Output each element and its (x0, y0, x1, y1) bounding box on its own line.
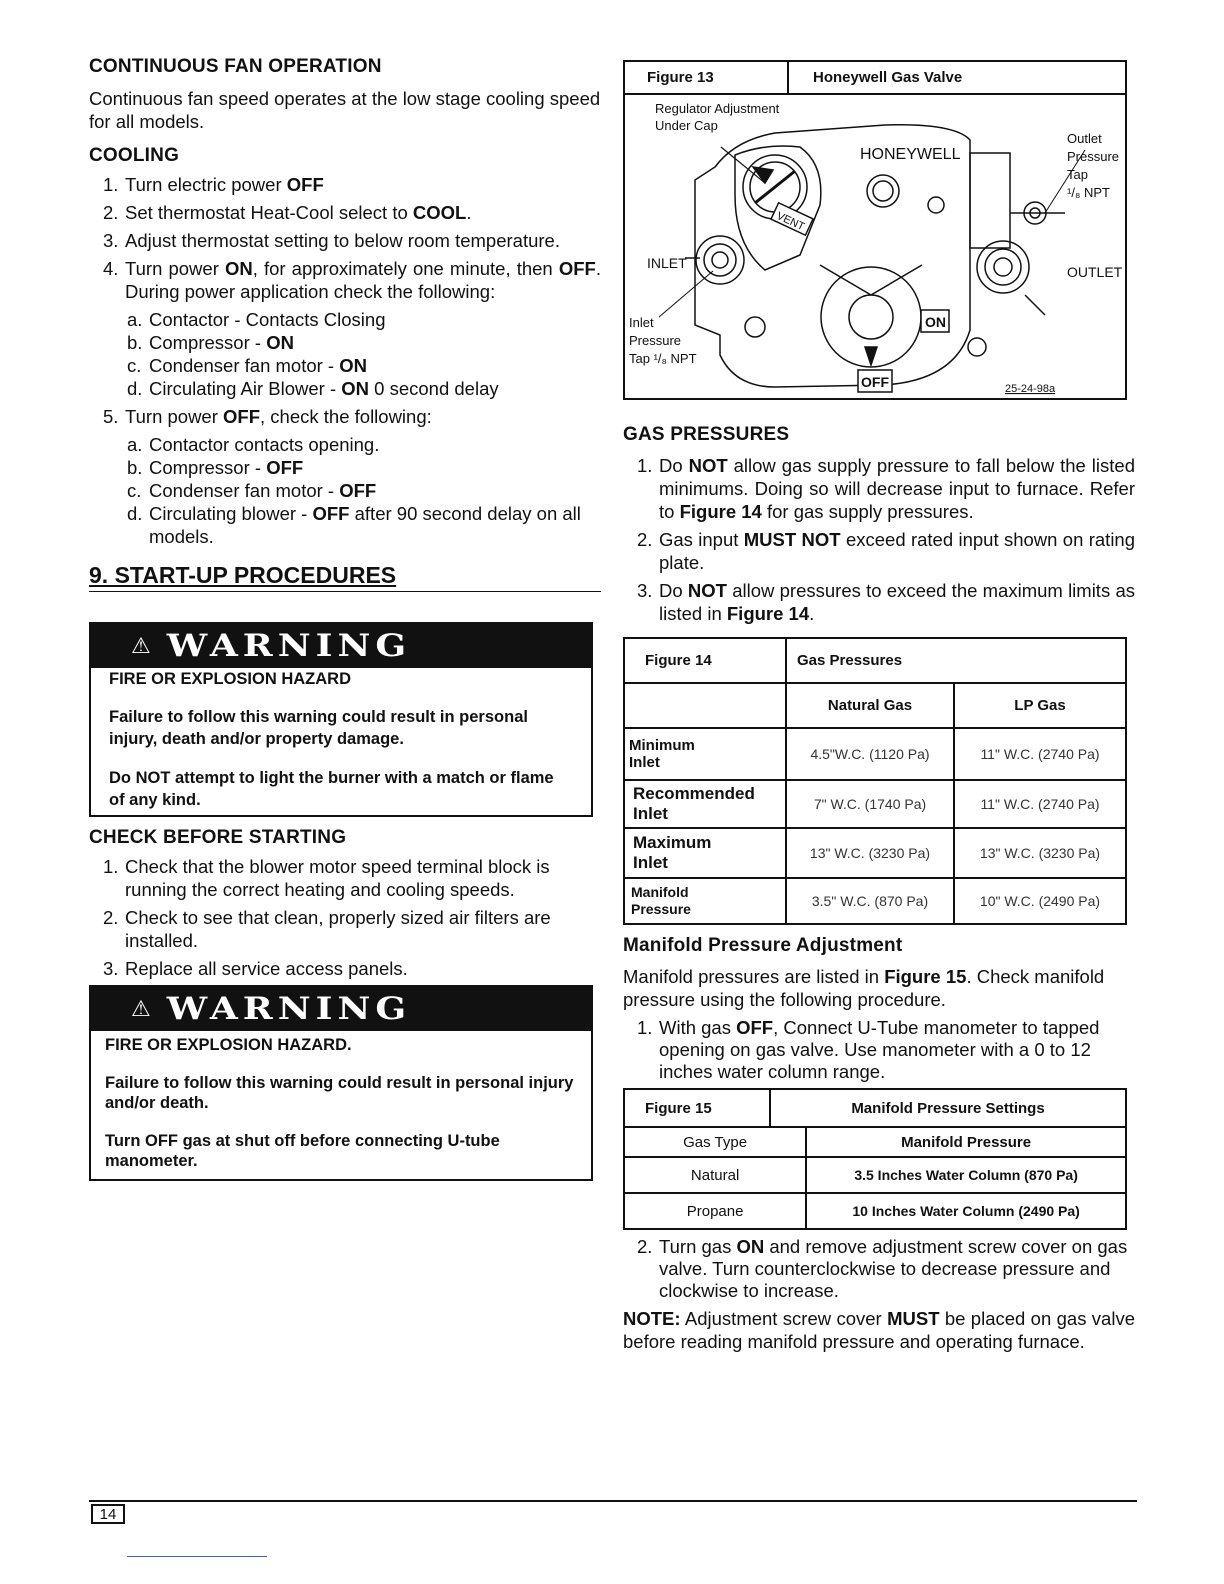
column-header-manifold-pressure: Manifold Pressure (806, 1127, 1126, 1157)
gas-step-2: 2. Gas input MUST NOT exceed rated input shown on rating plate. (637, 529, 1136, 573)
figure-code: 25-24-98a (1005, 383, 1056, 395)
warning-hazard: FIRE OR EXPLOSION HAZARD (109, 670, 352, 688)
natural-value: 13" W.C. (3230 Pa) (786, 828, 954, 878)
manifold-note: NOTE: Adjustment screw cover MUST be placed on gas valve before reading manifold pressure and operating furnace. (623, 1308, 1135, 1352)
manifold-intro: Manifold pressures are listed in Figure 15. Check manifold pressure using the following procedure. (623, 966, 1105, 1010)
check-step-2: 2. Check to see that clean, properly sized air filters are installed. (103, 907, 551, 951)
table-row (624, 1193, 1126, 1229)
table-row (624, 780, 1126, 828)
outlet-tap-label-3: Tap (1067, 167, 1088, 182)
decorative-line (127, 1556, 267, 1557)
gas-valve-diagram (625, 95, 1125, 398)
row-label: Manifold (631, 884, 689, 900)
list-item: c. Condenser fan motor - ON (127, 355, 367, 376)
table-row (624, 728, 1126, 780)
warning-title: WARNING (166, 991, 412, 1027)
valve-body-outline (695, 125, 970, 387)
center-plug (867, 175, 899, 207)
empty-header-cell (624, 683, 786, 728)
check-step-3: 3. Replace all service access panels. (103, 958, 408, 979)
row-label: Maximum (633, 833, 712, 852)
figure-header (625, 62, 1125, 95)
vent-label: VENT (774, 209, 807, 234)
figure-title: Honeywell Gas Valve (813, 69, 963, 86)
cooling-steps (89, 173, 601, 548)
cooling-step-5-substeps (125, 433, 601, 548)
warning-body (91, 668, 591, 815)
warning-title: WARNING (166, 628, 412, 664)
manifold-step-2: 2. Turn gas ON and remove adjustment screw cover on gas valve. Turn counterclockwise to decrease pressure and clockwise to increase. (637, 1236, 1128, 1301)
row-label: Inlet (629, 754, 660, 771)
cooling-step-3: 3. Adjust thermostat setting to below room temperature. (103, 230, 560, 251)
warning-text-2: Turn OFF gas at shut off before connecting U-tube manometer. (105, 1132, 500, 1170)
check-before-starting-heading: CHECK BEFORE STARTING (89, 827, 347, 848)
natural-value: 7" W.C. (1740 Pa) (786, 780, 954, 828)
outlet-tap-body (970, 153, 1010, 248)
outlet-tap-label-2: Pressure (1067, 149, 1120, 164)
right-column (623, 60, 1135, 1353)
manifold-heading: Manifold Pressure Adjustment (623, 935, 903, 956)
cooling-step-2: 2. Set thermostat Heat-Cool select to COOL. (103, 202, 472, 223)
warning-banner (91, 987, 591, 1031)
brand-label: HONEYWELL (860, 146, 961, 163)
check-step-1: 1. Check that the blower motor speed terminal block is running the correct heating and cooling speeds. (103, 856, 550, 900)
row-label: Inlet (633, 853, 668, 872)
warning-text-2: Do NOT attempt to light the burner with a match or flame of any kind. (109, 769, 554, 809)
column-header-lp: LP Gas (954, 683, 1126, 728)
gas-step-1: 1. Do NOT allow gas supply pressure to fall below the listed minimums. Doing so will decrease input to furnace. Refer to Figure 14 for gas supply pressures. (637, 455, 1135, 522)
check-steps (89, 855, 601, 980)
warning-text-1: Failure to follow this warning could result in personal injury, death and/or property damage. (109, 708, 528, 748)
page-number: 14 (91, 1504, 125, 1524)
manifold-step-1: 1. With gas OFF, Connect U-Tube manometer to tapped opening on gas valve. Use manometer with a 0 to 12 inches water column range. (637, 1017, 1100, 1082)
list-item: d. Circulating blower - OFF after 90 second delay on all models. (127, 503, 581, 547)
row-label: Inlet (633, 804, 668, 823)
list-item: d. Circulating Air Blower - ON 0 second delay (127, 378, 499, 399)
column-header-natural: Natural Gas (786, 683, 954, 728)
row-label: Pressure (631, 901, 691, 917)
list-item: a. Contactor contacts opening. (127, 434, 380, 455)
outlet-label: OUTLET (1067, 264, 1123, 280)
outlet-tap-label-1: Outlet (1067, 131, 1102, 146)
warning-banner (91, 624, 591, 668)
manifold-steps-2 (623, 1236, 1135, 1302)
outlet-tap-label-4: ¹/₈ NPT (1067, 185, 1110, 200)
natural-value: 4.5"W.C. (1120 Pa) (786, 728, 954, 780)
warning-body (91, 1031, 591, 1179)
startup-procedures-title: 9. START-UP PROCEDURES (89, 562, 601, 592)
on-label: ON (925, 314, 946, 330)
lp-value: 10" W.C. (2490 Pa) (954, 878, 1126, 924)
gas-type-cell: Propane (624, 1193, 806, 1229)
row-label: Recommended (633, 784, 755, 803)
figure-label: Figure 15 (624, 1089, 770, 1127)
lp-value: 11" W.C. (2740 Pa) (954, 780, 1126, 828)
footer-rule (89, 1500, 1137, 1502)
inlet-fitting (696, 236, 744, 284)
pressure-cell: 3.5 Inches Water Column (870 Pa) (806, 1157, 1126, 1193)
cooling-step-5: 5. Turn power OFF, check the following: a. Contactor contacts opening. b. Compressor - OFF c. Condenser fan motor - OFF d. Circulating blower - OFF after 90 second delay on all models. (89, 405, 601, 548)
list-item: b. Compressor - OFF (127, 457, 304, 478)
table-row (624, 1157, 1126, 1193)
warning-text-1: Failure to follow this warning could result in personal injury and/or death. (105, 1074, 574, 1112)
cooling-heading: COOLING (89, 145, 180, 166)
figure-title: Gas Pressures (786, 638, 1126, 683)
warning-triangle-icon: ⚠ (131, 996, 151, 1021)
gas-pressures-heading: GAS PRESSURES (623, 424, 790, 445)
row-label: Minimum (629, 737, 695, 754)
warning-box-2 (89, 985, 593, 1181)
warning-box-1 (89, 622, 593, 817)
continuous-fan-text: Continuous fan speed operates at the low stage cooling speed for all models. (89, 88, 601, 132)
lp-value: 13" W.C. (3230 Pa) (954, 828, 1126, 878)
manifold-steps-1 (623, 1017, 1135, 1083)
inlet-label: INLET (647, 255, 687, 271)
knob-pointer-icon (865, 347, 877, 365)
column-header-gas-type: Gas Type (624, 1127, 806, 1157)
cooling-step-4: 4. Turn power ON, for approximately one minute, then OFF. During power application check the following: a. Contactor - Contacts Closing b. Compressor - ON c. Condenser fan motor - ON d. Circulating Air Blower - ON 0 second delay (103, 258, 601, 399)
warning-triangle-icon: ⚠ (131, 633, 151, 658)
warning-hazard: FIRE OR EXPLOSION HAZARD. (105, 1036, 352, 1054)
gas-pressures-steps (623, 454, 1135, 625)
left-column (89, 56, 601, 1181)
lp-value: 11" W.C. (2740 Pa) (954, 728, 1126, 780)
off-label: OFF (861, 374, 889, 390)
figure-label: Figure 14 (624, 638, 786, 683)
table-row (624, 828, 1126, 878)
figure-15-table (623, 1088, 1127, 1230)
figure-13 (623, 60, 1127, 400)
inlet-tap-label-1: Inlet (629, 315, 654, 330)
continuous-fan-heading: CONTINUOUS FAN OPERATION (89, 56, 382, 77)
inlet-tap-label-3: Tap ¹/₈ NPT (629, 351, 697, 366)
natural-value: 3.5" W.C. (870 Pa) (786, 878, 954, 924)
list-item: a. Contactor - Contacts Closing (127, 309, 386, 330)
cooling-step-1: 1. Turn electric power OFF (103, 174, 324, 195)
figure-label: Figure 13 (625, 62, 789, 93)
figure-14-table (623, 637, 1127, 925)
list-item: b. Compressor - ON (127, 332, 294, 353)
figure-title: Manifold Pressure Settings (770, 1089, 1126, 1127)
inlet-tap-label-2: Pressure (629, 333, 682, 348)
gas-type-cell: Natural (624, 1157, 806, 1193)
list-item: c. Condenser fan motor - OFF (127, 480, 377, 501)
pressure-cell: 10 Inches Water Column (2490 Pa) (806, 1193, 1126, 1229)
regulator-label-2: Under Cap (655, 118, 718, 133)
table-row (624, 878, 1126, 924)
regulator-label-1: Regulator Adjustment (655, 101, 780, 116)
gas-step-3: 3. Do NOT allow pressures to exceed the maximum limits as listed in Figure 14. (637, 580, 1135, 624)
cooling-step-4-substeps (125, 308, 601, 400)
